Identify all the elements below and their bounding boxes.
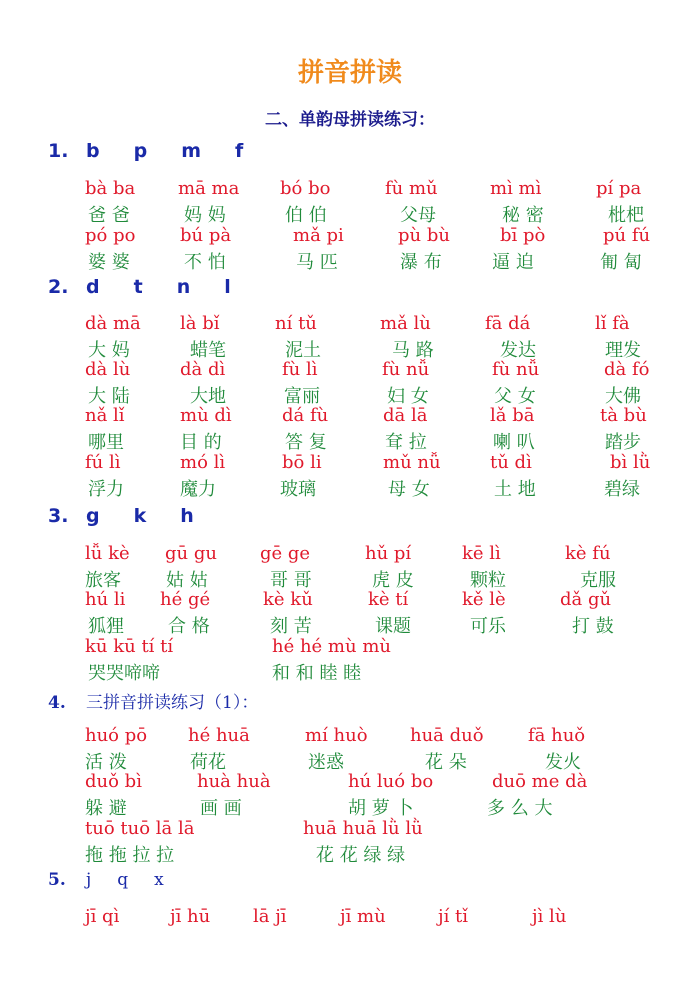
hanzi-word: 狐狸 [88,616,124,637]
pinyin-word: dá fù [282,405,329,426]
section-number: 5. [48,870,66,890]
hanzi-word: 姑 姑 [166,570,208,591]
pinyin-word: kē lì [462,543,501,564]
section-number: 4. [48,693,66,713]
section-letter: d [86,276,100,298]
hanzi-word: 和 和 睦 睦 [272,663,362,684]
hanzi-word: 哭哭啼啼 [88,663,160,684]
hanzi-word: 土 地 [494,479,536,500]
hanzi-word: 碧绿 [604,479,640,500]
section-letter: l [224,276,231,298]
section-2-header [48,276,265,298]
pinyin-word: fā huǒ [528,725,586,746]
hanzi-word: 匍 匐 [600,252,642,273]
hanzi-word: 马 路 [392,340,434,361]
pinyin-word: hú li [85,589,126,610]
pinyin-word: bú pà [180,225,232,246]
pinyin-word: huā duǒ [410,725,484,746]
section-letter: m [181,140,202,162]
pinyin-word: jī hū [170,906,211,927]
hanzi-word: 合 格 [168,616,210,637]
hanzi-word: 克服 [580,570,616,591]
pinyin-word: jí tǐ [438,906,469,927]
pinyin-word: jī qì [85,906,120,927]
pinyin-word: hé huā [188,725,250,746]
hanzi-word: 花 朵 [425,752,467,773]
hanzi-word: 魔力 [180,479,216,500]
pinyin-word: pí pa [596,178,642,199]
pinyin-word: pù bù [398,225,450,246]
pinyin-word: mì mì [490,178,542,199]
pinyin-word: fù nǚ [492,359,540,380]
pinyin-word: hú luó bo [348,771,434,792]
pinyin-word: dà lù [85,359,131,380]
section-4-header [48,688,258,713]
hanzi-word: 迷惑 [308,752,344,773]
hanzi-word: 伯 伯 [285,205,327,226]
hanzi-word: 母 女 [388,479,430,500]
pinyin-word: hé gé [160,589,211,610]
section-letter: h [180,505,194,527]
pinyin-word: lǐ fà [595,313,630,334]
hanzi-word: 踏步 [605,432,641,453]
section-5-header [48,870,190,890]
pinyin-word: jì lù [532,906,567,927]
section-letter: f [235,140,244,162]
pinyin-word: dà dì [180,359,226,380]
hanzi-word: 发达 [500,340,536,361]
hanzi-word: 打 鼓 [572,616,614,637]
pinyin-word: pú fú [603,225,651,246]
hanzi-word: 妇 女 [387,386,429,407]
section-letter: b [86,140,100,162]
pinyin-word: bó bo [280,178,331,199]
pinyin-word: mó lì [180,452,226,473]
section-letter: g [86,505,100,527]
pinyin-word: bì lǜ [610,452,651,473]
pinyin-word: duō me dà [492,771,588,792]
hanzi-word: 大地 [190,386,226,407]
hanzi-word: 喇 叭 [493,432,535,453]
pinyin-word: fù nǚ [382,359,430,380]
pinyin-word: fú lì [85,452,121,473]
section-letter: q [117,870,129,890]
pinyin-word: lǚ kè [85,543,130,564]
hanzi-word: 旅客 [85,570,121,591]
pinyin-word: kū kū tí tí [85,636,174,657]
pinyin-word: là bǐ [180,313,220,334]
hanzi-word: 刻 苦 [270,616,312,637]
hanzi-word: 大 陆 [88,386,130,407]
pinyin-word: gū gu [165,543,217,564]
hanzi-word: 不 怕 [184,252,226,273]
hanzi-word: 耷 拉 [385,432,427,453]
hanzi-word: 哪里 [88,432,124,453]
pinyin-word: tà bù [600,405,647,426]
hanzi-word: 婆 婆 [88,252,130,273]
section-3-header [48,505,228,527]
hanzi-word: 多 么 大 [487,798,553,819]
hanzi-word: 目 的 [180,432,222,453]
pinyin-word: gē ge [260,543,311,564]
hanzi-word: 课题 [375,616,411,637]
pinyin-word: pó po [85,225,136,246]
pinyin-word: tǔ dì [490,452,532,473]
pinyin-word: hǔ pí [365,543,412,564]
hanzi-word: 逼 迫 [492,252,534,273]
section-letter: x [154,870,164,890]
hanzi-word: 马 匹 [296,252,338,273]
pinyin-word: mǎ pi [293,225,344,246]
section-1-header [48,140,277,162]
hanzi-word: 花 花 绿 绿 [316,845,406,866]
hanzi-word: 颗粒 [470,570,506,591]
page-title: 拼音拼读 [297,58,402,88]
pinyin-word: huā huā lǜ lǜ [303,818,423,839]
pinyin-word: tuō tuō lā lā [85,818,195,839]
pinyin-word: bō li [282,452,322,473]
hanzi-word: 可乐 [470,616,506,637]
pinyin-word: dà mā [85,313,141,334]
hanzi-word: 父母 [400,205,436,226]
hanzi-word: 父 女 [494,386,536,407]
hanzi-word: 大 妈 [88,340,130,361]
pinyin-word: dà fó [604,359,650,380]
pinyin-word: kè tí [368,589,409,610]
hanzi-word: 枇杷 [608,205,644,226]
pinyin-word: jī mù [340,906,386,927]
pinyin-word: hé hé mù mù [272,636,391,657]
hanzi-word: 大佛 [605,386,641,407]
pinyin-word: nǎ lǐ [85,405,125,426]
section-letter: k [133,505,147,527]
pinyin-word: bà ba [85,178,136,199]
hanzi-word: 拖 拖 拉 拉 [85,845,175,866]
pinyin-word: duǒ bì [85,771,142,792]
pinyin-word: mǔ nǚ [383,452,441,473]
section-letter: p [133,140,148,162]
pinyin-word: huà huà [197,771,271,792]
pinyin-word: mù dì [180,405,232,426]
pinyin-word: ní tǔ [275,313,317,334]
pinyin-word: fù lì [282,359,318,380]
hanzi-word: 活 泼 [85,752,127,773]
hanzi-word: 虎 皮 [372,570,414,591]
hanzi-word: 理发 [605,340,641,361]
pinyin-word: mā ma [178,178,240,199]
hanzi-word: 答 复 [285,432,327,453]
pinyin-word: dā lā [383,405,428,426]
hanzi-word: 妈 妈 [184,205,226,226]
hanzi-word: 富丽 [284,386,320,407]
hanzi-word: 泥土 [285,340,321,361]
section-letter: n [176,276,191,298]
pinyin-word: fù mǔ [385,178,438,199]
hanzi-word: 玻璃 [280,479,316,500]
pinyin-word: lǎ bā [490,405,535,426]
hanzi-word: 浮力 [88,479,124,500]
section-number: 1. [48,140,69,162]
hanzi-word: 蜡笔 [190,340,226,361]
pinyin-word: kě lè [462,589,506,610]
hanzi-word: 秘 密 [502,205,544,226]
page-subtitle: 二、单韵母拼读练习： [265,110,435,130]
hanzi-word: 哥 哥 [270,570,312,591]
pinyin-word: bī pò [500,225,546,246]
section-label: 三拼音拼读练习（1）： [86,693,259,713]
pinyin-word: mǎ lù [380,313,431,334]
section-letter: j [86,870,92,890]
pinyin-word: lā jī [253,906,287,927]
pinyin-word: mí huò [305,725,368,746]
pinyin-word: kè kǔ [263,589,313,610]
section-letter: t [133,276,143,298]
hanzi-word: 瀑 布 [400,252,442,273]
pinyin-word: dǎ gǔ [560,589,612,610]
section-number: 2. [48,276,69,298]
hanzi-word: 爸 爸 [88,205,130,226]
hanzi-word: 发火 [545,752,581,773]
hanzi-word: 胡 萝 卜 [348,798,414,819]
pinyin-word: huó pō [85,725,148,746]
pinyin-word: fā dá [485,313,531,334]
hanzi-word: 荷花 [190,752,226,773]
hanzi-word: 躲 避 [85,798,127,819]
hanzi-word: 画 画 [200,798,242,819]
section-number: 3. [48,505,69,527]
pinyin-word: kè fú [565,543,611,564]
